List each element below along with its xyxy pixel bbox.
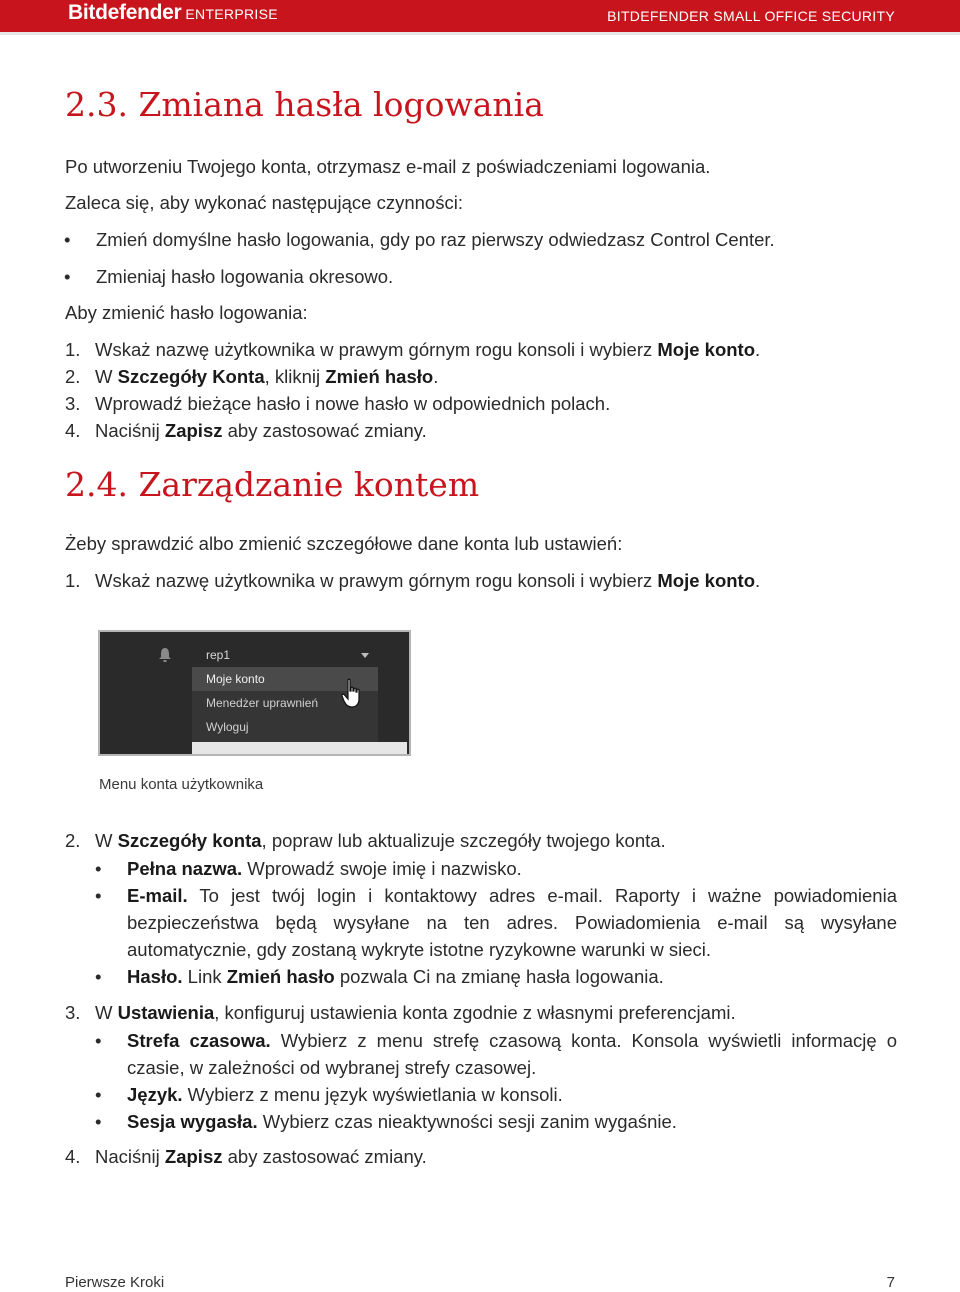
step-item: 3. W Ustawienia, konfiguruj ustawienia konta zgodnie z własnymi preferencjami. <box>65 1002 736 1023</box>
bullet-item: • Strefa czasowa. Wybierz z menu strefę czasową konta. Konsola wyświetli informację o czasie, w zależności od wybranej strefy czasowej. <box>95 1030 897 1078</box>
bullet-item: • Hasło. Link Zmień hasło pozwala Ci na zmianę hasła logowania. <box>95 966 664 987</box>
bullet-item: • Zmieniaj hasło logowania okresowo. <box>64 266 394 287</box>
section-title-2-4: 2.4. Zarządzanie kontem <box>65 465 480 504</box>
step-item: 4. Naciśnij Zapisz aby zastosować zmiany. <box>65 420 427 441</box>
step-item: 1. Wskaż nazwę użytkownika w prawym górnym rogu konsoli i wybierz Moje konto. <box>65 339 761 360</box>
console-area <box>192 742 407 754</box>
menu-item-my-account[interactable]: Moje konto <box>192 667 378 691</box>
section-title-2-3: 2.3. Zmiana hasła logowania <box>65 85 544 124</box>
bell-icon <box>158 647 172 663</box>
step-item: 2. W Szczegóły konta, popraw lub aktualizuje szczegóły twojego konta. <box>65 830 666 851</box>
menu-item-permissions-manager[interactable]: Menedżer uprawnień <box>206 696 319 710</box>
page-header <box>0 0 960 32</box>
header-divider <box>0 32 960 35</box>
user-account-menu-screenshot <box>98 630 411 756</box>
bullet-item: • Język. Wybierz z menu język wyświetlania w konsoli. <box>95 1084 563 1105</box>
menu-item-logout[interactable]: Wyloguj <box>206 720 249 734</box>
how-to-paragraph: Aby zmienić hasło logowania: <box>65 302 308 323</box>
step-item: 2. W Szczegóły Konta, kliknij Zmień hasło. <box>65 366 439 387</box>
hand-cursor-icon <box>340 678 366 710</box>
figure-caption: Menu konta użytkownika <box>99 776 264 793</box>
bullet-item: • E-mail. To jest twój login i kontaktowy adres e-mail. Raporty i ważne powiadomienia bezpieczeństwa będą wysyłane na ten adres. Powiadomienia e-mail są wysyłane automatycznie, gdy zostaną wykryte istotne ryzykowne warunki w sieci. <box>95 885 897 960</box>
brand-logo: Bitdefender ENTERPRISE <box>68 1 278 24</box>
username-dropdown[interactable]: rep1 <box>192 644 377 666</box>
chevron-down-icon <box>361 653 369 658</box>
bullet-item: • Zmień domyślne hasło logowania, gdy po raz pierwszy odwiedzasz Control Center. <box>64 229 775 250</box>
step-item: 4. Naciśnij Zapisz aby zastosować zmiany. <box>65 1146 427 1167</box>
intro-paragraph-2: Zaleca się, aby wykonać następujące czynności: <box>65 192 463 213</box>
product-name: BITDEFENDER SMALL OFFICE SECURITY <box>607 8 895 24</box>
page-number: 7 <box>886 1274 895 1291</box>
step-item: 3. Wprowadź bieżące hasło i nowe hasło w odpowiednich polach. <box>65 393 611 414</box>
intro-paragraph-1: Po utworzeniu Twojego konta, otrzymasz e-mail z poświadczeniami logowania. <box>65 156 711 177</box>
bullet-item: • Sesja wygasła. Wybierz czas nieaktywności sesji zanim wygaśnie. <box>95 1111 677 1132</box>
footer-chapter: Pierwsze Kroki <box>65 1274 165 1291</box>
section2-intro: Żeby sprawdzić albo zmienić szczegółowe dane konta lub ustawień: <box>65 533 623 554</box>
step-item: 1. Wskaż nazwę użytkownika w prawym górnym rogu konsoli i wybierz Moje konto. <box>65 570 761 591</box>
bullet-item: • Pełna nazwa. Wprowadź swoje imię i nazwisko. <box>95 858 522 879</box>
